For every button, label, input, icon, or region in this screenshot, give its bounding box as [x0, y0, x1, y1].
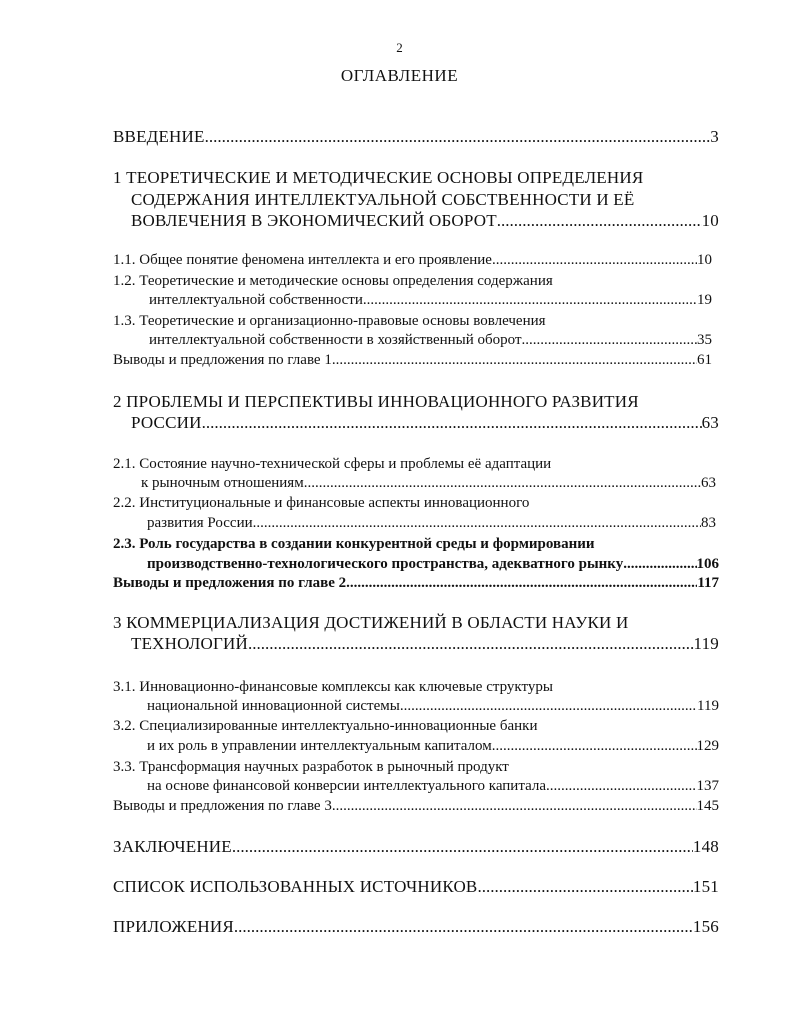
dot-leader	[205, 127, 711, 147]
toc-entry-section-2-3[interactable]	[147, 554, 719, 574]
toc-entry-appendices[interactable]	[113, 917, 719, 937]
toc-page-number: 148	[692, 837, 719, 856]
chapter-2-heading-line-1: 2 ПРОБЛЕМЫ И ПЕРСПЕКТИВЫ ИННОВАЦИОННОГО РАЗВИТИЯ	[113, 392, 639, 411]
toc-entry-chapter-2[interactable]	[131, 413, 719, 433]
toc-page-number: 151	[692, 877, 719, 896]
dot-leader	[304, 473, 701, 493]
toc-page-number: 145	[696, 798, 719, 814]
toc-entry-intro[interactable]	[113, 127, 719, 147]
toc-entry-section-3-2[interactable]	[147, 736, 719, 756]
toc-page-number: 19	[697, 292, 712, 308]
toc-page-number: 106	[696, 556, 719, 572]
toc-entry-text: СПИСОК ИСПОЛЬЗОВАННЫХ ИСТОЧНИКОВ	[113, 877, 478, 896]
dot-leader	[492, 736, 697, 756]
toc-entry-text: на основе финансовой конверсии интеллектуального капитала	[147, 778, 547, 794]
toc-entry-text: ВВЕДЕНИЕ	[113, 127, 205, 146]
toc-entry-chapter-1[interactable]	[131, 211, 719, 231]
toc-page-number: 119	[697, 698, 719, 714]
toc-entry-section-2-2[interactable]	[147, 513, 716, 533]
toc-entry-section-1-1[interactable]	[113, 250, 712, 270]
toc-entry-text: к рыночным отношениям	[141, 475, 304, 491]
toc-page-number: 156	[692, 917, 719, 936]
toc-entry-text: Выводы и предложения по главе 1	[113, 352, 332, 368]
toc-entry-text: РОССИИ	[131, 413, 202, 432]
toc-page-number: 117	[697, 575, 719, 591]
dot-leader	[546, 776, 696, 796]
toc-entry-section-1-2[interactable]	[149, 290, 712, 310]
toc-page-number: 129	[696, 738, 719, 754]
dot-leader	[492, 250, 697, 270]
toc-entry-section-1-3[interactable]	[149, 330, 712, 350]
dot-leader	[623, 554, 696, 574]
toc-entry-text: производственно-технологического пространства, адекватного рынку	[147, 556, 624, 572]
section-3-1-line-1: 3.1. Инновационно-финансовые комплексы как ключевые структуры	[113, 679, 553, 695]
dot-leader	[332, 796, 697, 816]
chapter-1-heading-line-1: 1 ТЕОРЕТИЧЕСКИЕ И МЕТОДИЧЕСКИЕ ОСНОВЫ ОПРЕДЕЛЕНИЯ	[113, 168, 644, 187]
section-1-2-line-1: 1.2. Теоретические и методические основы определения содержания	[113, 273, 553, 289]
section-3-3-line-1: 3.3. Трансформация научных разработок в рыночный продукт	[113, 759, 509, 775]
toc-page-number: 10	[697, 252, 712, 268]
section-1-3-line-1: 1.3. Теоретические и организационно-правовые основы вовлечения	[113, 313, 546, 329]
toc-entry-text: ПРИЛОЖЕНИЯ	[113, 917, 234, 936]
dot-leader	[248, 634, 694, 654]
dot-leader	[497, 211, 702, 231]
toc-page-number: 35	[697, 332, 712, 348]
section-2-3-line-1: 2.3. Роль государства в создании конкурентной среды и формировании	[113, 536, 595, 552]
dot-leader	[346, 573, 697, 593]
toc-entry-text: ЗАКЛЮЧЕНИЕ	[113, 837, 232, 856]
toc-entry-conclusion[interactable]	[113, 837, 719, 857]
dot-leader	[363, 290, 697, 310]
section-3-2-line-1: 3.2. Специализированные интеллектуально-инновационные банки	[113, 718, 538, 734]
toc-entry-text: развития России	[147, 515, 253, 531]
toc-entry-text: Выводы и предложения по главе 3	[113, 798, 332, 814]
toc-entry-text: ВОВЛЕЧЕНИЯ В ЭКОНОМИЧЕСКИЙ ОБОРОТ	[131, 211, 497, 230]
toc-entry-chapter-3[interactable]	[131, 634, 719, 654]
toc-page-number: 63	[701, 475, 716, 491]
dot-leader	[232, 837, 693, 857]
toc-page-number: 3	[710, 127, 719, 146]
dot-leader	[522, 330, 697, 350]
dot-leader	[202, 413, 702, 433]
toc-entry-section-3-1[interactable]	[147, 696, 719, 716]
page-title: ОГЛАВЛЕНИЕ	[340, 66, 459, 85]
section-2-1-line-1: 2.1. Состояние научно-технической сферы и проблемы её адаптации	[113, 456, 552, 472]
toc-entry-text: интеллектуальной собственности в хозяйственный оборот	[149, 332, 522, 348]
toc-page-number: 63	[701, 413, 719, 432]
toc-entry-text: интеллектуальной собственности	[149, 292, 363, 308]
toc-entry-conclusions-3[interactable]	[113, 796, 719, 816]
toc-entry-section-2-1[interactable]	[141, 473, 716, 493]
toc-page-number: 10	[701, 211, 719, 230]
toc-entry-text: 1.1. Общее понятие феномена интеллекта и его проявление	[113, 252, 492, 268]
toc-entry-section-3-3[interactable]	[147, 776, 719, 796]
dot-leader	[477, 877, 692, 897]
page-number: 2	[396, 40, 403, 55]
dot-leader	[332, 350, 697, 370]
toc-page-number: 83	[701, 515, 716, 531]
toc-entry-conclusions-1[interactable]	[113, 350, 712, 370]
dot-leader	[400, 696, 697, 716]
toc-entry-text: и их роль в управлении интеллектуальным капиталом	[147, 738, 492, 754]
toc-entry-text: ТЕХНОЛОГИЙ	[131, 634, 248, 653]
toc-entry-text: Выводы и предложения по главе 2	[113, 575, 347, 591]
toc-entry-references[interactable]	[113, 877, 719, 897]
toc-entry-text: национальной инновационной системы	[147, 698, 400, 714]
chapter-1-heading-line-2: СОДЕРЖАНИЯ ИНТЕЛЛЕКТУАЛЬНОЙ СОБСТВЕННОСТИ И ЕЁ	[131, 190, 635, 209]
dot-leader	[253, 513, 701, 533]
toc-entry-conclusions-2[interactable]	[113, 573, 719, 593]
toc-page-number: 61	[697, 352, 712, 368]
toc-page-number: 137	[696, 778, 719, 794]
section-2-2-line-1: 2.2. Институциональные и финансовые аспекты инновационного	[113, 495, 530, 511]
chapter-3-heading-line-1: 3 КОММЕРЦИАЛИЗАЦИЯ ДОСТИЖЕНИЙ В ОБЛАСТИ НАУКИ И	[113, 613, 629, 632]
toc-page-number: 119	[693, 634, 719, 653]
dot-leader	[234, 917, 693, 937]
